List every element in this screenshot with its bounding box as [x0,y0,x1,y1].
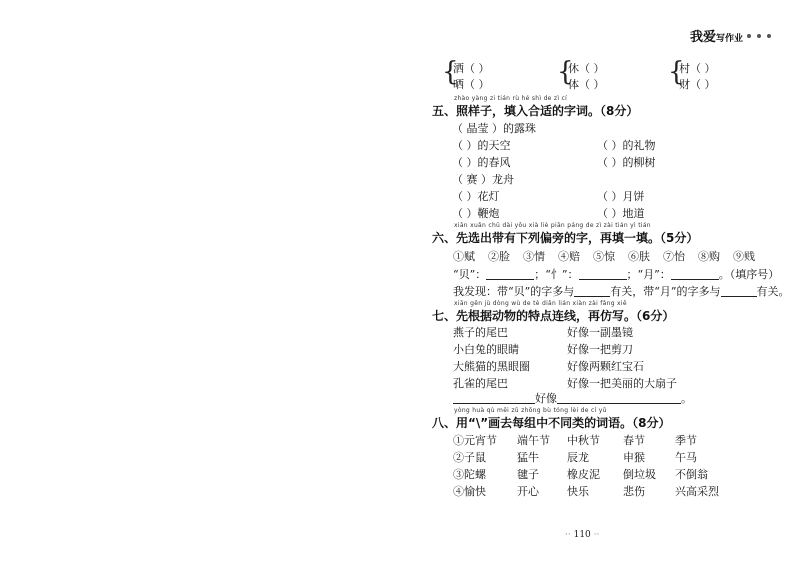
blank-xin[interactable] [579,268,627,280]
q6-option: ⑤惊 [593,250,615,263]
q7-right-2: 好像一把剪刀 [567,343,633,356]
decor-dot [767,34,771,38]
q7-right-3: 好像两颗红宝石 [567,360,644,373]
write-end: 。 [681,392,692,405]
q5-r3-left: （ ）的春风 [452,156,511,169]
q6-option: ⑦怡 [663,250,685,263]
logo-main: 我爱 [690,30,717,45]
discover-part-3: 有关。 [756,285,790,298]
q8-r3-c4[interactable]: 倒垃圾 [623,468,656,481]
q5-r2-left: （ ）的天空 [452,139,511,152]
q8-r2-c5[interactable]: 午马 [675,451,697,464]
q6-title: 六、先选出带有下列偏旁的字，再填一填。（5分） [432,231,699,245]
q5-r6-right: （ ）地道 [597,207,645,220]
logo-sub: 写作业 [716,34,744,44]
q7-pinyin: xiān gēn jù dòng wù de tè diǎn lián xiàn zài fǎng xiě [454,300,627,307]
q5-pinyin: zhào yàng zi tián rù hé shì de zì cí [454,95,568,102]
blank-write-1[interactable] [453,392,535,404]
q8-r2-c3[interactable]: 辰龙 [567,451,589,464]
q8-r2-c2[interactable]: 猛牛 [517,451,539,464]
q6-fill-line [453,266,779,282]
group-3-b: 财（ ） [679,78,716,91]
blank-yue[interactable] [671,268,719,280]
q5-r2-right: （ ）的礼物 [597,139,656,152]
q5-r6-left: （ ）鞭炮 [452,207,500,220]
q7-left-4: 孔雀的尾巴 [453,377,508,390]
label-xin: ；“忄”： [534,268,579,281]
group-3-a: 村（ ） [679,62,716,75]
q6-option: ⑥肤 [628,250,650,263]
page-number: 110 [573,530,591,540]
q8-r2-c4[interactable]: 申猴 [623,451,645,464]
brace: { [668,57,685,87]
q6-option: ①赋 [453,250,475,263]
label-bei: “贝”： [453,268,487,281]
q8-r4-c1[interactable]: ④愉快 [453,485,486,498]
q8-r1-c1[interactable]: ①元宵节 [453,434,497,447]
brace: { [442,57,459,87]
q7-write-line [453,390,692,406]
q6-option: ②脸 [488,250,510,263]
q7-left-3: 大熊猫的黑眼圈 [453,360,530,373]
label-yue: ；“月”： [626,268,671,281]
q5-r5-right: （ ）月饼 [597,190,645,203]
write-middle: 好像 [535,392,557,405]
q6-option: ⑧购 [698,250,720,263]
q8-r1-c4[interactable]: 春节 [623,434,645,447]
q8-r3-c5[interactable]: 不倒翁 [675,468,708,481]
group-1-b: 晒（ ） [453,78,490,91]
blank-discover-2[interactable] [721,285,757,297]
discover-part-2: 有关，带“月”的字多与 [610,285,721,298]
decor-dot [747,34,751,38]
q6-pinyin: xiān xuǎn chū dài yǒu xià liè piān páng de zì zài tián yì tián [454,222,651,229]
q8-r4-c4[interactable]: 悲伤 [623,485,645,498]
q5-r4-left: （ 赛 ）龙舟 [452,173,514,186]
q8-r2-c1[interactable]: ②子鼠 [453,451,486,464]
q8-r3-c2[interactable]: 毽子 [517,468,539,481]
group-1-a: 洒（ ） [453,62,490,75]
decor-dot [757,34,761,38]
q7-right-1: 好像一副墨镜 [567,326,633,339]
q5-r3-right: （ ）的柳树 [597,156,656,169]
q8-r1-c3[interactable]: 中秋节 [567,434,600,447]
q7-left-2: 小白兔的眼睛 [453,343,519,356]
q7-right-4: 好像一把美丽的大扇子 [567,377,677,390]
q5-r5-left: （ ）花灯 [452,190,500,203]
q8-r1-c2[interactable]: 端午节 [517,434,550,447]
blank-write-2[interactable] [557,392,681,404]
brace: { [557,57,574,87]
q8-pinyin: yòng huà qù měi zǔ zhōng bù tóng lèi de cí yǔ [454,407,607,414]
group-2-b: 体（ ） [568,78,605,91]
page-number-bar: ·· 110 ·· [565,530,600,540]
q8-r3-c1[interactable]: ③陀螺 [453,468,486,481]
discover-part-1: 我发现：带“贝”的字多与 [453,285,575,298]
q6-option: ③情 [523,250,545,263]
q6-discover-line [453,283,790,299]
q8-r1-c5[interactable]: 季节 [675,434,697,447]
q8-r3-c3[interactable]: 橡皮泥 [567,468,600,481]
blank-bei[interactable] [486,268,534,280]
q8-r4-c2[interactable]: 开心 [517,485,539,498]
fill-suffix: 。（填序号） [718,268,780,281]
header-logo [690,26,743,45]
q8-r4-c3[interactable]: 快乐 [567,485,589,498]
q8-title: 八、用“\”画去每组中不同类的词语。（8分） [432,416,671,430]
blank-discover-1[interactable] [574,285,610,297]
q6-option: ⑨贱 [733,250,755,263]
q8-r4-c5[interactable]: 兴高采烈 [675,485,719,498]
q5-title: 五、照样子，填入合适的字词。（8分） [432,104,639,118]
group-2-a: 休（ ） [568,62,605,75]
q5-r1-left: （ 晶莹 ）的露珠 [452,122,536,135]
q7-left-1: 燕子的尾巴 [453,326,508,339]
q7-title: 七、先根据动物的特点连线，再仿写。（6分） [432,309,675,323]
q6-option: ④赔 [558,250,580,263]
